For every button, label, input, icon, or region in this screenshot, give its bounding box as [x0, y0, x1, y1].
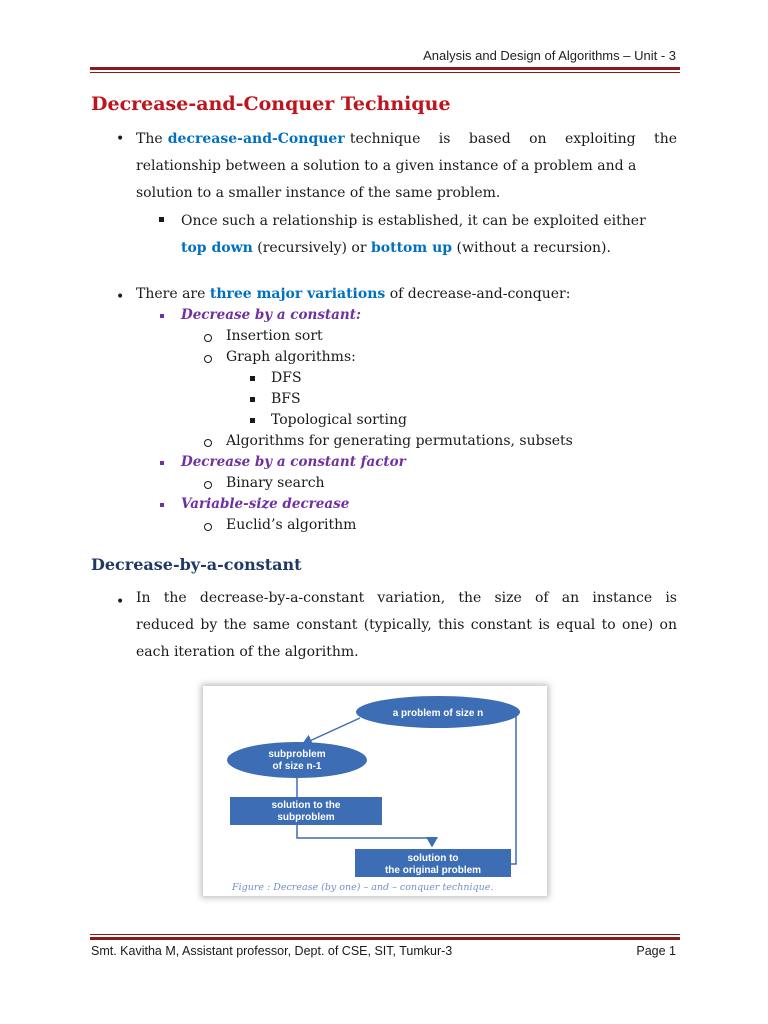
- figure-caption: Figure : Decrease (by one) – and – conquer technique.: [232, 882, 494, 893]
- square-bullet-icon: [160, 461, 164, 465]
- solution-subproblem-label-2: subproblem: [277, 812, 335, 823]
- arrow: [303, 718, 360, 744]
- bullet-icon: •: [116, 131, 125, 147]
- intro-paragraph: [136, 126, 677, 207]
- square-bullet-icon: [160, 314, 164, 318]
- list-item: Insertion sort: [226, 328, 323, 344]
- footer-author: Smt. Kavitha M, Assistant professor, Dept. of CSE, SIT, Tumkur-3: [91, 944, 453, 958]
- figure-decrease-by-one: [203, 686, 547, 896]
- footer-rule-thin: [90, 934, 680, 935]
- circle-bullet-icon: [204, 334, 212, 342]
- header-rule-thin: [90, 72, 680, 73]
- bullet-icon: •: [116, 289, 125, 305]
- square-bullet-icon: [250, 376, 255, 381]
- section-line-2: reduced by the same constant (typically, this constant is equal to one) on: [136, 617, 677, 633]
- square-bullet-icon: [160, 503, 164, 507]
- section-line-3: each iteration of the algorithm.: [136, 644, 359, 660]
- sub-term-bottom-up: bottom up: [371, 240, 453, 256]
- sub-end: (without a recursion).: [456, 240, 611, 256]
- square-bullet-icon: [250, 397, 255, 402]
- variations-term: three major variations: [209, 286, 386, 302]
- variations-post: of decrease-and-conquer:: [389, 286, 571, 302]
- circle-bullet-icon: [204, 523, 212, 531]
- sub-term-top-down: top down: [181, 240, 253, 256]
- square-bullet-icon: [250, 418, 255, 423]
- circle-bullet-icon: [204, 439, 212, 447]
- circle-bullet-icon: [204, 481, 212, 489]
- header-rule: [90, 67, 680, 70]
- list-item: DFS: [271, 370, 302, 386]
- list-item: BFS: [271, 391, 301, 407]
- footer-rule: [90, 937, 680, 940]
- variations-pre: There are: [136, 286, 206, 302]
- solution-original-label-1: solution to: [407, 853, 459, 864]
- variation-1-heading: Decrease by a constant:: [181, 307, 361, 323]
- page-number: Page 1: [636, 944, 676, 958]
- variations-intro: [136, 286, 570, 302]
- list-item: Topological sorting: [271, 412, 407, 428]
- problem-node-label: a problem of size n: [392, 708, 484, 719]
- solution-subproblem-label-1: solution to the: [271, 800, 341, 811]
- section-line-1: In the decrease-by-a-constant variation, the size of an instance is: [136, 590, 677, 606]
- variation-2-heading: Decrease by a constant factor: [181, 454, 406, 470]
- intro-term: decrease-and-Conquer: [167, 131, 345, 147]
- section-title: Decrease-by-a-constant: [91, 555, 302, 574]
- subproblem-label-2: of size n-1: [272, 761, 322, 772]
- intro-word-pre: The: [136, 131, 163, 147]
- sub-mid: (recursively) or: [257, 240, 367, 256]
- circle-bullet-icon: [204, 355, 212, 363]
- intro-line-2: relationship between a solution to a given instance of a problem and a: [136, 158, 637, 174]
- sub-paragraph: [181, 208, 677, 262]
- variation-3-heading: Variable-size decrease: [181, 496, 350, 512]
- section-paragraph: [136, 585, 677, 666]
- intro-line-3: solution to a smaller instance of the same problem.: [136, 185, 501, 201]
- connector: [511, 712, 520, 864]
- solution-original-label-2: the original problem: [384, 865, 482, 876]
- list-item: Graph algorithms:: [226, 349, 356, 365]
- subproblem-label-1: subproblem: [268, 749, 326, 760]
- square-bullet-icon: [159, 217, 164, 222]
- bullet-icon: •: [116, 594, 125, 610]
- page-title: Decrease-and-Conquer Technique: [91, 93, 451, 115]
- sub-line-1: Once such a relationship is established, it can be exploited either: [181, 213, 646, 229]
- intro-rest: technique is based on exploiting the: [349, 131, 677, 147]
- page-header: Analysis and Design of Algorithms – Unit - 3: [423, 48, 676, 63]
- list-item: Binary search: [226, 475, 325, 491]
- subproblem-node: [227, 742, 367, 778]
- flowchart-diagram: [203, 686, 547, 896]
- list-item: Algorithms for generating permutations, subsets: [226, 433, 573, 449]
- arrow: [297, 825, 432, 846]
- list-item: Euclid’s algorithm: [226, 517, 357, 533]
